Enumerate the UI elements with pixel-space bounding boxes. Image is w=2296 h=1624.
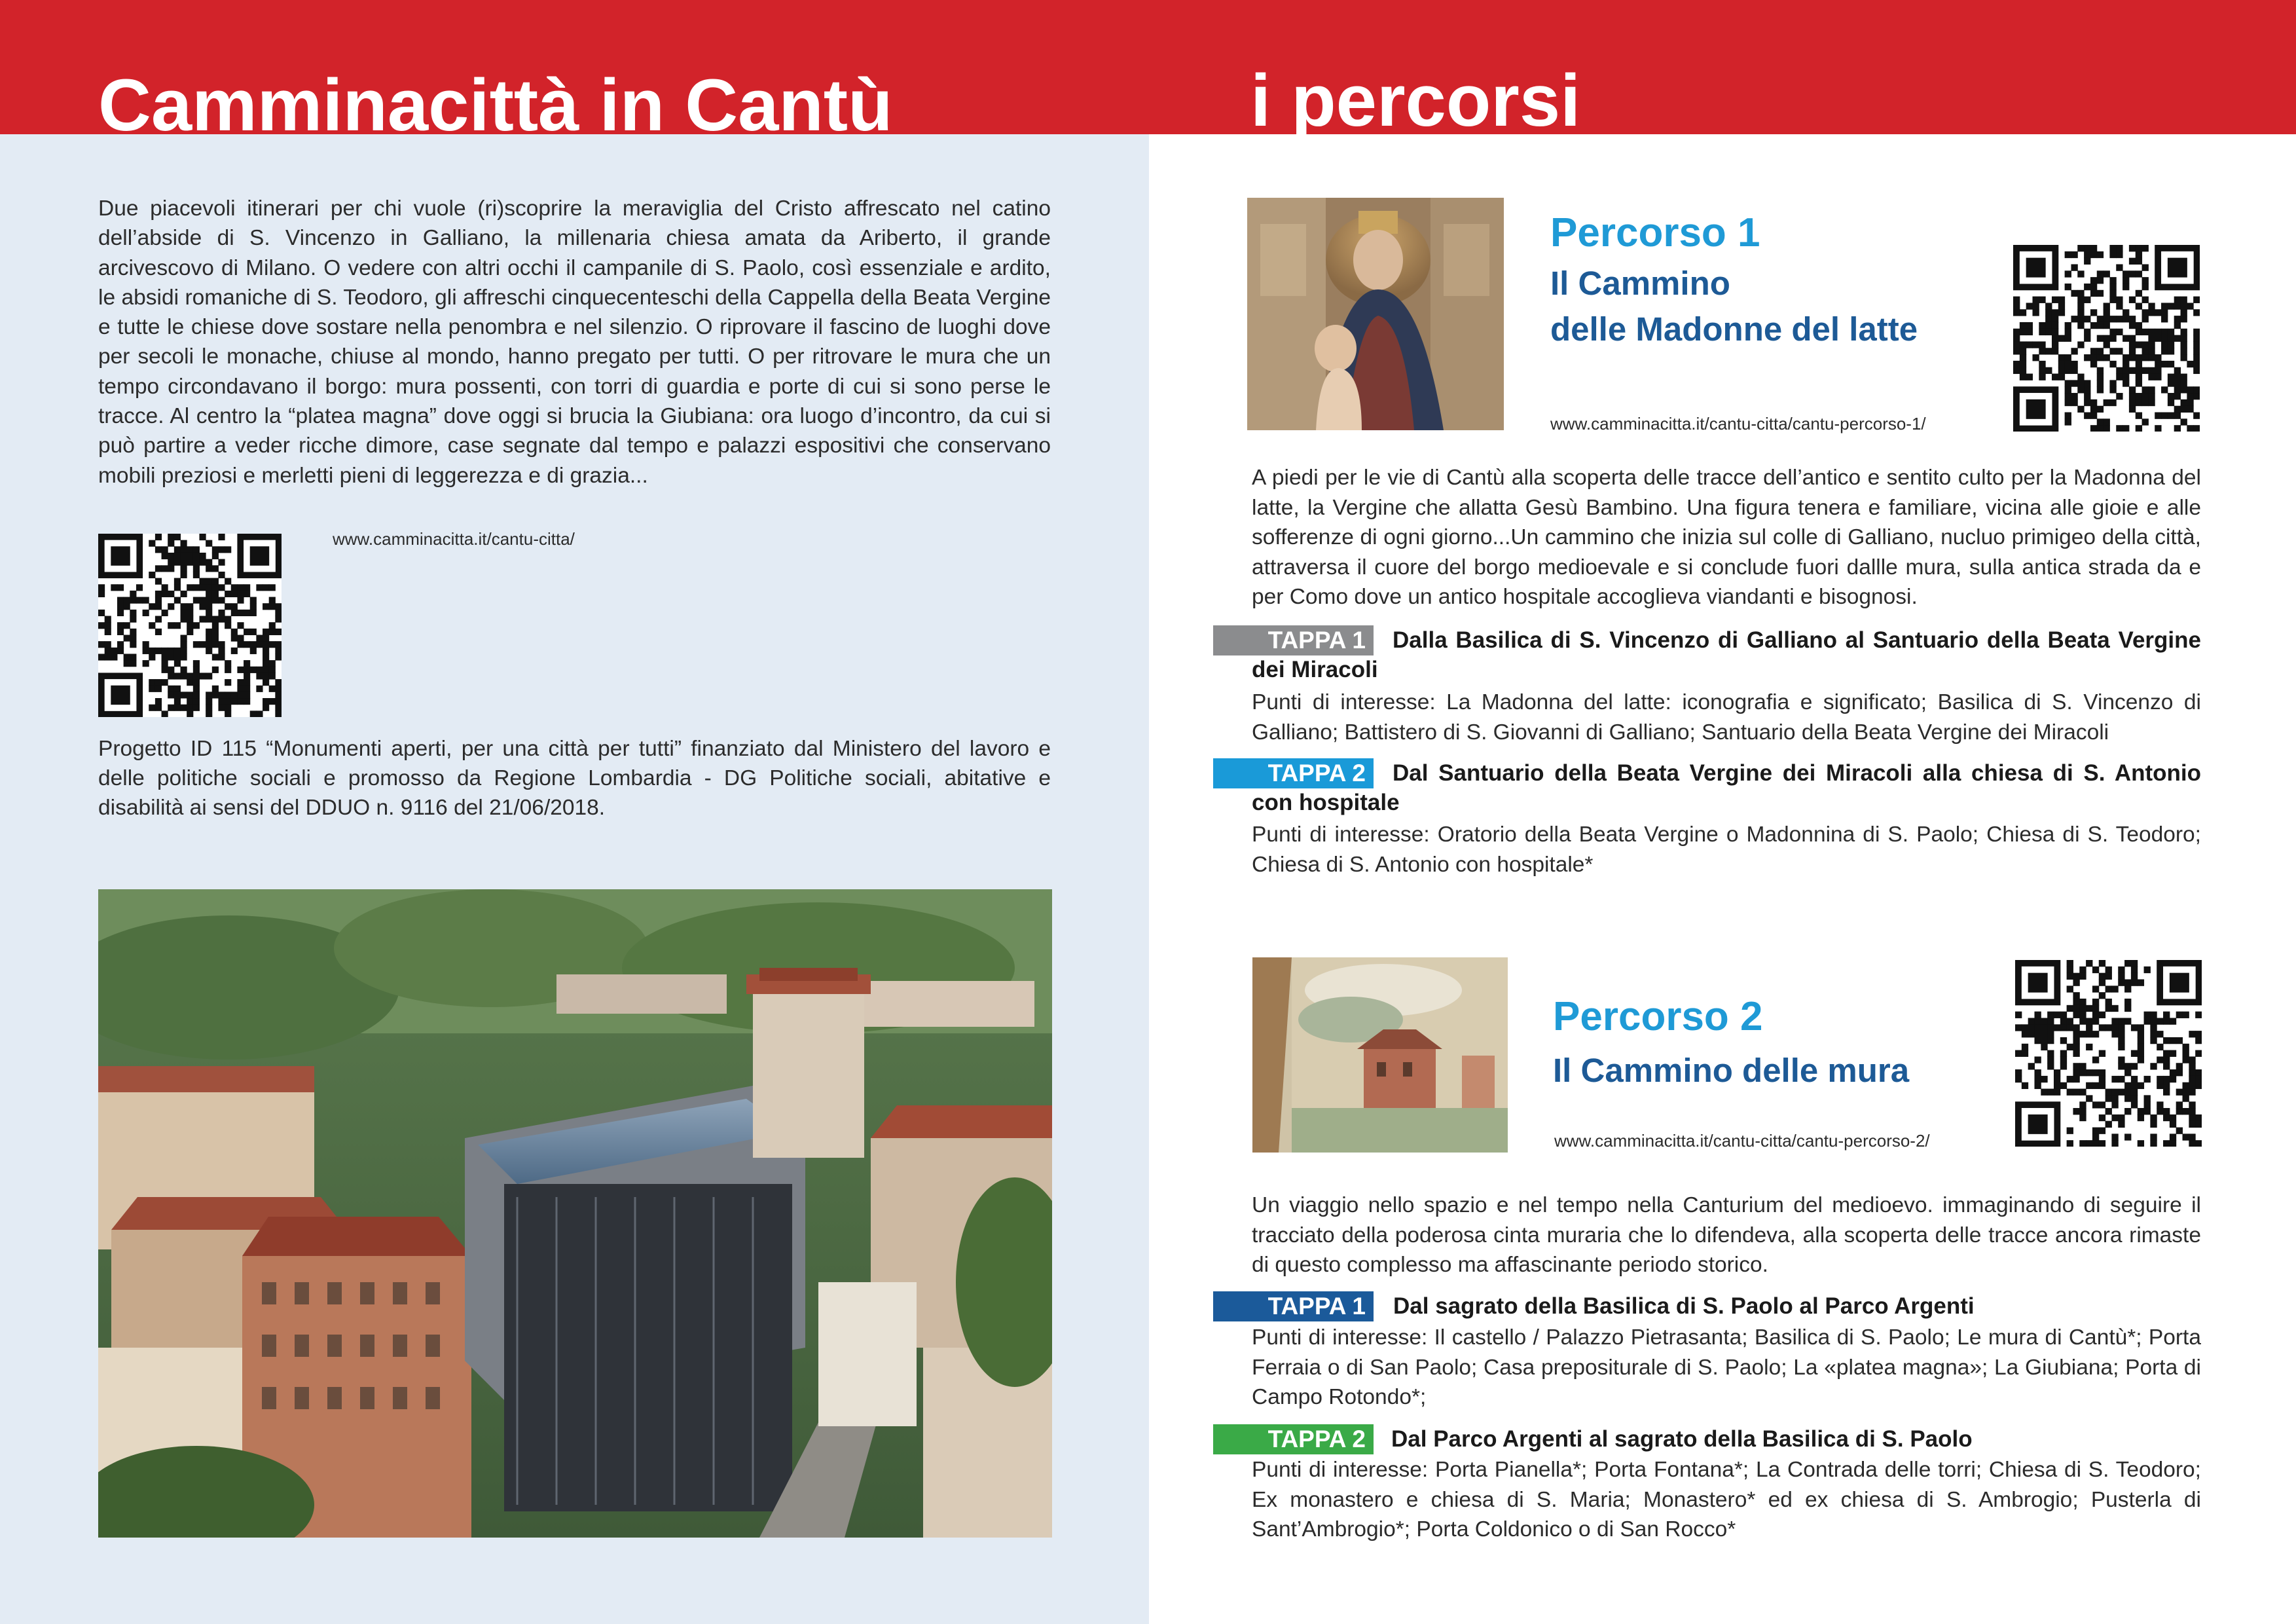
tappa-2-points: Punti di interesse: Oratorio della Beata Vergine o Madonnina di S. Paolo; Chiesa di S. Teodoro; Chiesa di S. Antonio con hospitale*	[1252, 822, 2201, 877]
tappa-1-title: Dalla Basilica di S. Vincenzo di Galliano al Santuario della Beata Vergine dei Miracoli	[1252, 627, 2201, 682]
percorso-2-subtitle: Il Cammino delle mura	[1553, 1052, 1910, 1089]
percorso-2-description: Un viaggio nello spazio e nel tempo nella Canturium del medioevo. immaginando di seguire il tracciato della poderosa cinta muraria che lo difendeva, alla scoperta delle tracce ancora rimaste di questo complesso ma affascinante periodo storico.	[1252, 1193, 2201, 1277]
project-credits: Progetto ID 115 “Monumenti aperti, per una città per tutti” finanziato dal Ministero del lavoro e delle politiche sociali e promosso da Regione Lombardia - DG Politiche sociali, abitative e disabilità ai sensi del DDUO n. 9116 del 21/06/2018.	[98, 737, 1051, 820]
tappa-2-badge-label: TAPPA 2	[1267, 760, 1366, 786]
tappa-1-points: Punti di interesse: La Madonna del latte: iconografia e significato; Basilica di S. Vincenzo di Galliano; Battistero di S. Giovanni di Galliano; Santuario della Beata Vergine dei Miracoli	[1252, 690, 2201, 745]
tappa-2-badge	[1213, 1424, 1374, 1454]
tappa-1-badge	[1213, 1291, 1374, 1321]
tappa-2-title: Dal Parco Argenti al sagrato della Basilica di S. Paolo	[1391, 1426, 1973, 1452]
qr-code-icon[interactable]	[98, 534, 282, 717]
percorso-1-subtitle-line1: Il Cammino	[1550, 265, 1730, 302]
percorso-2-title: Percorso 2	[1553, 994, 1763, 1039]
qr-code-percorso-2-icon[interactable]	[2015, 960, 2202, 1147]
madonna-fresco-image	[1247, 198, 1504, 430]
tappa-1-badge-label: TAPPA 1	[1267, 1293, 1366, 1320]
tappa-2-points: Punti di interesse: Porta Pianella*; Porta Fontana*; La Contrada delle torri; Chiesa di S. Teodoro; Ex monastero e chiesa di S. Maria; Monastero* ed ex chiesa di S. Ambrogio; Pusterla di Sant’Ambrogio*; Porta Coldonico o di San Rocco*	[1252, 1458, 2201, 1541]
intro-paragraph: Due piacevoli itinerari per chi vuole (ri)scoprire la meraviglia del Cristo affrescato nel catino dell’abside di S. Vincenzo in Galliano, la millenaria chiesa amata da Ariberto, il grande arcivescovo di Milano. O vedere con altri occhi il campanile di S. Paolo, così essenziale e ardito, le absidi romaniche di S. Teodoro, gli affreschi cinquecenteschi della Cappella della Beata Vergine e tutte le chiese dove sostare nella penombra e nel silenzio. O riprovare il fascino de luoghi dove per secoli le monache, chiuse al mondo, hanno pregato per tutti. O per ritrovare le mura che un tempo circondavano il borgo: mura possenti, con torri di guardia e porte di cui si sono perse le tracce. Al centro la “platea magna” dove oggi si brucia la Giubiana: ora luogo d’incontro, da cui si può partire a veder ricche dimore, case segnate dal tempo e palazzi espositivi che conservano mobili preziosi e merletti pieni di leggerezza e di grazia...	[98, 196, 1051, 488]
aerial-city-photo	[98, 889, 1052, 1538]
tappa-1-title: Dal sagrato della Basilica di S. Paolo al Parco Argenti	[1393, 1293, 1975, 1319]
page-title: Camminacittà in Cantù	[98, 64, 893, 146]
percorso-1-subtitle-line2: delle Madonne del latte	[1550, 310, 1918, 348]
main-url-link[interactable]: www.camminacitta.it/cantu-citta/	[333, 529, 575, 549]
percorso-1-subtitle	[1550, 261, 1918, 352]
qr-code-percorso-1-icon[interactable]	[2013, 245, 2200, 432]
tappa-2-title: Dal Santuario della Beata Vergine dei Miracoli alla chiesa di S. Antonio con hospitale	[1252, 760, 2201, 815]
tappa-1-badge-label: TAPPA 1	[1267, 627, 1366, 654]
percorso-1-url-link[interactable]: www.camminacitta.it/cantu-citta/cantu-percorso-1/	[1550, 414, 1926, 434]
wall-fresco-image	[1252, 957, 1508, 1153]
tappa-2-badge-label: TAPPA 2	[1267, 1426, 1366, 1452]
percorso-2-url-link[interactable]: www.camminacitta.it/cantu-citta/cantu-percorso-2/	[1554, 1131, 1930, 1151]
percorso-1-description: A piedi per le vie di Cantù alla scoperta delle tracce dell’antico e sentito culto per la Madonna del latte, la Vergine che allatta Gesù Bambino. Una figura tenera e familiare, vicina alle gioie e alle sofferenze di ogni giorno...Un cammino che inizia sul colle di Galliano, nucluo primigeo della città, attraversa il cuore del borgo medioevale e si conclude fuori dallle mura, sulla antica strada da e per Como dove un antico hospitale accoglieva viandanti e bisognosi.	[1252, 466, 2201, 609]
section-title: i percorsi	[1250, 60, 1581, 141]
percorso-1-title: Percorso 1	[1550, 210, 1760, 255]
tappa-1-points: Punti di interesse: Il castello / Palazzo Pietrasanta; Basilica di S. Paolo; Le mura di Cantù*; Porta Ferraia o di San Paolo; Casa prepositurale di S. Paolo; La «platea magna»; La Giubiana; Porta di Campo Rotondo*;	[1252, 1325, 2201, 1409]
